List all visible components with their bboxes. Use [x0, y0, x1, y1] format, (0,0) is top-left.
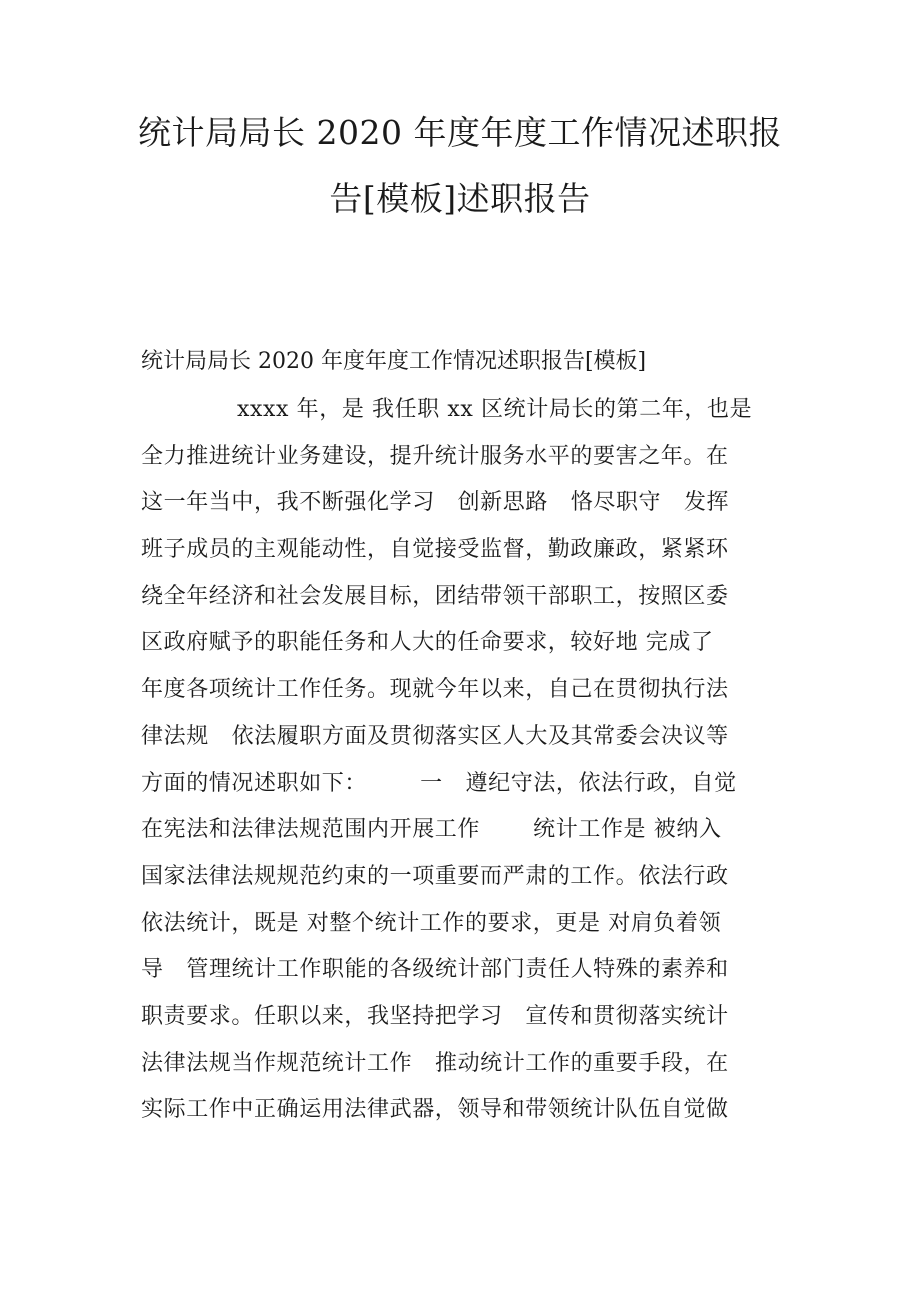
body-line: 这一年当中，我不断强化学习 创新思路 恪尽职守 发挥 [141, 490, 730, 516]
body-line: 导 管理统计工作职能的各级统计部门责任人特殊的素养和 [141, 957, 729, 983]
document-title-line-1: 统计局局长 2020 年度年度工作情况述职报 [138, 113, 782, 152]
body-line: 全力推进统计业务建设，提升统计服务水平的要害之年。在 [141, 443, 729, 469]
body-line: 国家法律法规规范约束的一项重要而严肃的工作。依法行政 [141, 863, 729, 889]
document-body [141, 391, 791, 1138]
body-line: 区政府赋予的职能任务和人大的任命要求，较好地 完成了 [141, 630, 714, 656]
document-title [120, 100, 800, 232]
body-line: 律法规 依法履职方面及贯彻落实区人大及其常委会决议等 [141, 723, 729, 749]
body-line: 职责要求。任职以来，我坚持把学习 宣传和贯彻落实统计 [141, 1003, 729, 1029]
body-line: 在宪法和法律法规范围内开展工作 统计工作是 被纳入 [141, 817, 722, 843]
body-line: 绕全年经济和社会发展目标，团结带领干部职工，按照区委 [141, 583, 729, 609]
body-line: xxxx 年，是 我任职 xx 区统计局长的第二年，也是 [237, 397, 753, 422]
body-line: 年度各项统计工作任务。现就今年以来，自己在贯彻执行法 [141, 677, 729, 703]
body-line: 依法统计，既是 对整个统计工作的要求，更是 对肩负着领 [141, 910, 722, 936]
body-line: 方面的情况述职如下： 一 遵纪守法，依法行政，自觉 [141, 770, 737, 796]
body-line: 实际工作中正确运用法律武器，领导和带领统计队伍自觉做 [141, 1097, 729, 1123]
body-line: 法律法规当作规范统计工作 推动统计工作的重要手段，在 [141, 1050, 729, 1076]
document-title-line-2: 告[模板]述职报告 [329, 179, 591, 218]
document-subtitle: 统计局局长 2020 年度年度工作情况述职报告[模板] [141, 349, 647, 374]
body-line: 班子成员的主观能动性，自觉接受监督，勤政廉政，紧紧环 [141, 537, 729, 563]
